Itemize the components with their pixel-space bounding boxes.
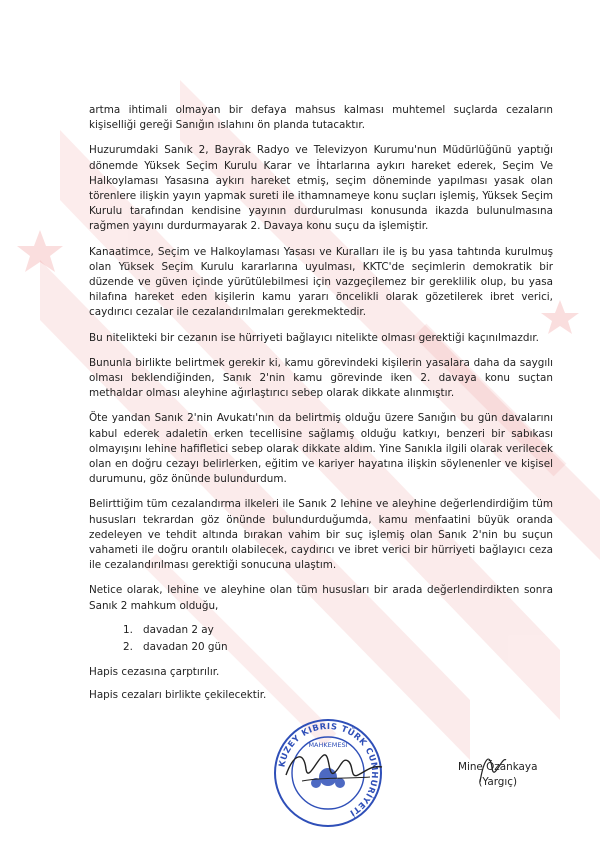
paragraph: Bu nitelikteki bir cezanın ise hürriyeti bağlayıcı nitelikte olması gerektiği kaçınılmazdır. bbox=[89, 331, 539, 344]
judge-title: (Yargıç) bbox=[478, 776, 518, 788]
paragraph: Huzurumdaki Sanık 2, Bayrak Radyo ve Televizyon Kurumu'nun Müdürlüğünü yaptığı dönemde Yüksek Seçim Kurulu Karar ve İhtarlarına aykırı hareket ederek, Seçim Ve Halkoylaması Yasasına aykırı hareket etmiş, seçim döneminde yapılması yasak olan törenlere ilişkin yayın yapmak sureti ile ithamnameye konu suçları işlemiş, Yüksek Seçim Kurulu tarafından kendisine yayının durdurulması konusunda ikazda bulunulmasına rağmen yayını durdurmayarak 2. Davaya konu suçu da işlemiştir. bbox=[89, 144, 553, 233]
sentence-item bbox=[123, 639, 553, 656]
paragraph: Kanaatimce, Seçim ve Halkoylaması Yasası ve Kuralları ile iş bu yasa tahtında kurulmuş olan Yüksek Seçim Kurulu kararlarına uyulması, KKTC'de seçimlerin demokratik bir düzende ve güven içinde yürütülebilmesi için vazgeçilemez bir gereklilik olup, bu yasa hilafına hareket eden kişilerin kamu yararı öncelikli olarak gözetilerek ibret verici, caydırıcı cezalar ile cezalandırılmaları gerekmektedir. bbox=[89, 245, 553, 319]
judge-name: Mine Özankaya bbox=[458, 761, 538, 773]
sentence-item bbox=[123, 622, 553, 639]
sentence-text: davadan 20 gün bbox=[143, 640, 228, 653]
sentence-number: 1. bbox=[123, 623, 133, 636]
closing-line: Hapis cezaları birlikte çekilecektir. bbox=[89, 689, 267, 702]
paragraph: Bununla birlikte belirtmek gerekir ki, kamu görevindeki kişilerin yasalara daha da saygılı olması beklendiğinden, Sanık 2'nin kamu görevinde iken 2. davaya konu suçtan methaldar olması aleyhine ağırlaştırıcı sebep olarak dikkate alınmıştır. bbox=[89, 356, 553, 400]
closing-line: Hapis cezasına çarptırılır. bbox=[89, 665, 220, 678]
sentence-number: 2. bbox=[123, 640, 133, 653]
signature-scribble bbox=[284, 747, 384, 787]
sentence-text: davadan 2 ay bbox=[143, 623, 214, 636]
stamp-inner-text: MAHKEMESİ bbox=[308, 741, 348, 749]
paragraph: artma ihtimali olmayan bir defaya mahsus kalması muhtemel suçlarda cezaların kişiselliği gereği Sanığın ıslahını ön planda tutacaktır. bbox=[89, 104, 553, 132]
decision-text bbox=[89, 103, 553, 711]
paragraph: Öte yandan Sanık 2'nin Avukatı'nın da belirtmiş olduğu üzere Sanığın bu gün davalarını kabul ederek adaletin erken tecellisine sağlamış olduğu katkıyı, benzeri bir sabıkası olmayışını lehine hafifletici sebep olarak dikkate aldım. Yine Sanıkla ilgili olarak verilecek olan en doğru cezayı belirlerken, eğitim ve kariyer hayatına ilişkin söylenenler ve kişisel durumunu, göz önünde bulundurdum. bbox=[89, 412, 553, 486]
paragraph: Belirttiğim tüm cezalandırma ilkeleri ile Sanık 2 lehine ve aleyhine değerlendirdiğim tüm hususları tekrardan göz önünde bulundurduğumda, kamu menfaatini büyük oranda zedeleyen ve tehdit altında bırakan vahim bir suç işlemiş olan Sanık 2'nin bu suçun vahameti ile doğru orantılı olabilecek, caydırıcı ve ibret verici bir hürriyeti bağlayıcı ceza ile cezalandırılması gerektiği sonucuna ulaştım. bbox=[89, 498, 553, 572]
stamp-outer-text: KUZEY KIBRIS TÜRK CUMHURİYETİ bbox=[276, 720, 381, 819]
judge-signature-mark bbox=[476, 748, 510, 788]
sentence-list bbox=[89, 622, 553, 656]
paragraph: Netice olarak, lehine ve aleyhine olan tüm hususları bir arada değerlendirdikten sonra Sanık 2 mahkum olduğu, bbox=[89, 584, 553, 612]
